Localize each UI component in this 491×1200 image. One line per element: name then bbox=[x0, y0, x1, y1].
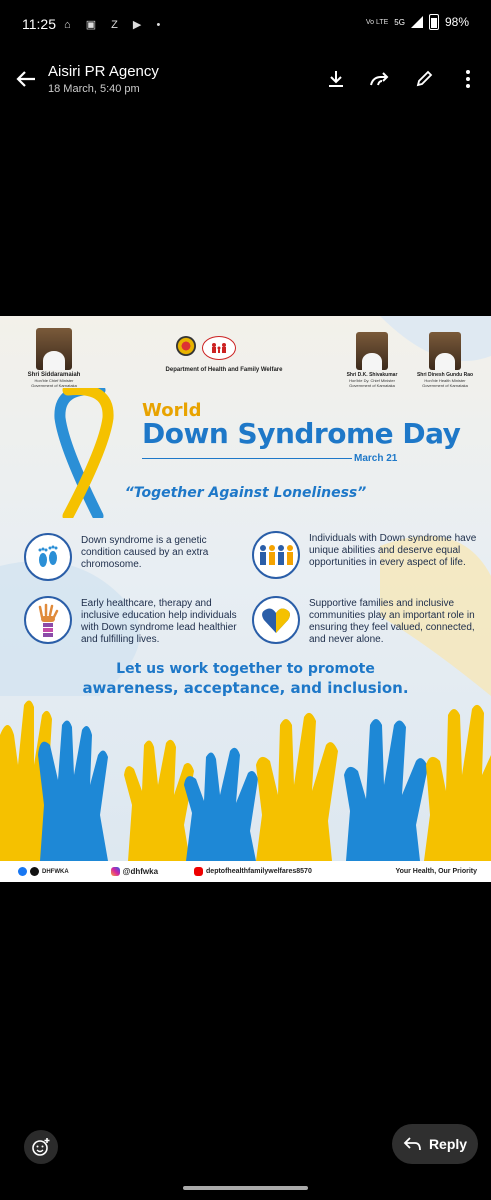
department-name: Department of Health and Family Welfare bbox=[165, 367, 283, 373]
event-date: March 21 bbox=[354, 453, 398, 464]
leader-cm bbox=[14, 328, 94, 388]
people-icon bbox=[252, 531, 300, 579]
reply-arrow-icon bbox=[403, 1137, 421, 1151]
edit-button[interactable] bbox=[409, 64, 439, 94]
leader-dcm-govt: Government of Karnataka bbox=[349, 383, 395, 388]
forward-button[interactable] bbox=[365, 64, 395, 94]
download-button[interactable] bbox=[321, 64, 351, 94]
leader-hm-role: Hon'ble Health Minister bbox=[424, 378, 466, 383]
footer-youtube bbox=[194, 867, 312, 876]
status-time: 11:25 bbox=[22, 16, 56, 32]
leader-cm-role: Hon'ble Chief Minister bbox=[34, 378, 74, 383]
home-indicator[interactable] bbox=[183, 1186, 308, 1190]
footer-slogan: Your Health, Our Priority bbox=[395, 868, 477, 875]
reply-button[interactable] bbox=[392, 1124, 478, 1164]
reply-label: Reply bbox=[428, 1136, 468, 1152]
world-label: World bbox=[142, 400, 202, 421]
chat-titles bbox=[48, 63, 159, 95]
hand-blocks-icon bbox=[24, 596, 72, 644]
x-icon bbox=[30, 867, 39, 876]
fact-abilities bbox=[252, 531, 482, 579]
pencil-icon bbox=[415, 70, 433, 88]
bottom-bar bbox=[0, 1124, 491, 1164]
leader-dcm-role: Hon'ble Dy. Chief Minister bbox=[349, 378, 395, 383]
feet-icon bbox=[24, 533, 72, 581]
forward-icon bbox=[369, 69, 391, 89]
status-bar bbox=[0, 0, 491, 48]
footer-youtube-handle: deptofhealthfamilywelfares8570 bbox=[206, 868, 312, 875]
back-arrow-icon bbox=[15, 68, 37, 90]
leader-cm-photo bbox=[36, 328, 72, 370]
day-title: Down Syndrome Day bbox=[142, 417, 461, 450]
youtube-icon bbox=[194, 867, 203, 876]
family-welfare-logo-icon bbox=[202, 336, 236, 360]
battery-icon bbox=[429, 14, 439, 30]
footer-fbx-handle: DHFWKA bbox=[42, 868, 69, 875]
battery-percent: 98% bbox=[444, 15, 469, 29]
puzzle-heart-icon bbox=[252, 596, 300, 644]
promote-line-2: awareness, acceptance, and inclusion. bbox=[82, 679, 409, 697]
fact-genetic bbox=[24, 533, 234, 581]
instagram-icon bbox=[111, 867, 120, 876]
raised-hands-illustration bbox=[0, 695, 491, 861]
app-bar bbox=[0, 48, 491, 110]
leader-cm-name: Shri Siddaramaiah bbox=[27, 372, 81, 378]
app-actions bbox=[321, 64, 483, 94]
leader-dcm-name: Shri D.K. Shivakumar bbox=[346, 372, 398, 378]
leader-hm-govt: Government of Karnataka bbox=[422, 383, 468, 388]
leader-hm-name: Shri Dinesh Gundu Rao bbox=[416, 372, 474, 378]
fact-supportive-text: Supportive families and inclusive communities play an important role in ensuring they feel valued, connected, and never alone. bbox=[309, 598, 475, 645]
sender-name: Aisiri PR Agency bbox=[48, 63, 159, 80]
footer-social-fbx bbox=[18, 867, 69, 876]
more-options-button[interactable] bbox=[453, 64, 483, 94]
leader-dcm bbox=[336, 332, 408, 388]
fact-supportive bbox=[252, 596, 484, 646]
notification-icons: ⌂ ▣ Z ▶ • bbox=[64, 18, 167, 31]
footer-instagram bbox=[111, 867, 158, 876]
leader-dcm-photo bbox=[356, 332, 388, 370]
promote-line-1: Let us work together to promote bbox=[116, 661, 375, 677]
promote-message bbox=[0, 660, 491, 698]
fact-healthcare-text: Early healthcare, therapy and inclusive education help individuals with Down syndrome lead healthier and fulfilling lives. bbox=[81, 598, 237, 645]
leader-hm bbox=[408, 332, 482, 388]
back-button[interactable] bbox=[12, 65, 40, 93]
add-reaction-button[interactable] bbox=[24, 1130, 58, 1164]
leader-cm-govt: Government of Karnataka bbox=[31, 383, 77, 388]
emoji-add-icon bbox=[31, 1137, 51, 1157]
fact-healthcare bbox=[24, 596, 249, 646]
timestamp: 18 March, 5:40 pm bbox=[48, 83, 140, 95]
karnataka-emblem-icon bbox=[176, 336, 196, 356]
fact-abilities-text: Individuals with Down syndrome have unique abilities and deserve equal opportunities in every aspect of life. bbox=[309, 533, 477, 568]
footer-instagram-handle: @dhfwka bbox=[122, 867, 159, 876]
signal-label: 5G bbox=[394, 17, 405, 27]
leader-hm-photo bbox=[429, 332, 461, 370]
download-icon bbox=[326, 69, 346, 89]
signal-icon bbox=[411, 16, 423, 28]
network-label: Vo LTE bbox=[365, 18, 389, 26]
facebook-icon bbox=[18, 867, 27, 876]
theme-quote: “Together Against Loneliness” bbox=[124, 485, 367, 501]
more-vert-icon bbox=[465, 69, 471, 89]
poster-footer bbox=[0, 861, 491, 882]
fact-genetic-text: Down syndrome is a genetic condition caused by an extra chromosome. bbox=[81, 535, 209, 570]
department-logos bbox=[176, 336, 236, 360]
title-underline bbox=[142, 458, 352, 459]
status-right bbox=[366, 14, 469, 30]
